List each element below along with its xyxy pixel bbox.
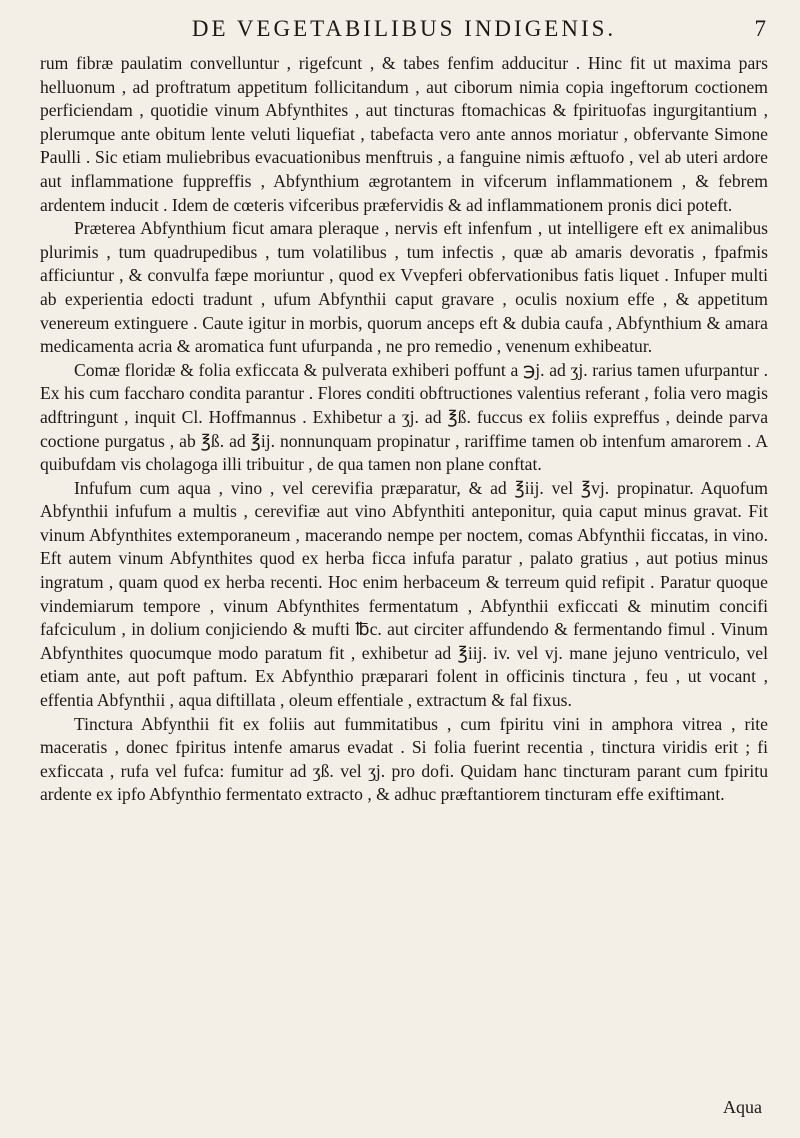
book-page xyxy=(40,14,768,1130)
body-text xyxy=(40,52,768,807)
paragraph-infusum: Infufum cum aqua , vino , vel cerevifia præparatur, & ad ℥iij. vel ℥vj. propinatur. Aquofum Abfynthii infufum a multis , cerevifiæ aut vino Abfynthiti anteponitur, quia caput minus gravat. Fit vinum Abfynthites extemporaneum , macerando nempe per noctem, comas Abfynthii ficcatas, in vino. Eft autem vinum Abfynthites quod ex herba ficca infufa paratur , palato gratius , aut potius minus ingratum , quam quod ex herba recenti. Hoc enim herbaceum & terreum quid refipit . Paratur quoque vindemiarum tempore , vinum Abfynthites fermentatum , Abfynthii exficcati & minutim concifi fafciculum , in dolium conjiciendo & mufti ℔c. aut circiter affundendo & fermentando fimul . Vinum Abfynthites quocumque modo paratum fit , exhibetur ad ℥iij. iv. vel vj. mane jejuno ventriculo, vel etiam ante, aut poft paftum. Ex Abfynthio præparari folent in officinis tinctura , feu , ut vocant , effentia Abfynthii , aqua diftillata , oleum effentiale , extractum & fal fixus. xyxy=(40,477,768,711)
paragraph-tinctura: Tinctura Abfynthii fit ex foliis aut fummitatibus , cum fpiritu vini in amphora vitrea , rite maceratis , donec fpiritus intenfe amarus evadat . Si folia fuerint recentia , tinctura viridis erit ; fi exficcata , rufa vel fufca: fumitur ad ʒß. vel ʒj. pro dofi. Quidam hanc tincturam parant cum fpiritu ardente ex ipfo Abfynthio fermentato extracto , & adhuc præftantiorem tincturam effe exiftimant. xyxy=(40,713,768,805)
paragraph-comae: Comæ floridæ & folia exficcata & pulverata exhiberi poffunt a ℈j. ad ʒj. rarius tamen ufurpantur . Ex his cum faccharo condita parantur . Flores conditi obftructiones valentius referant , folia vero magis adftringunt , inquit Cl. Hoffmannus . Exhibetur a ʒj. ad ℥ß. fuccus ex foliis expreffus , deinde parva coctione purgatus , ab ℥ß. ad ℥ij. nonnunquam propinatur , rariffime tamen ob intenfum amarorem . A quibufdam vis cholagoga illi tribuitur , de qua tamen non plane conftat. xyxy=(40,359,768,475)
running-head xyxy=(40,14,768,44)
running-title: DE VEGETABILIBUS INDIGENIS. xyxy=(191,16,617,41)
page-number: 7 xyxy=(754,16,766,41)
catchword: Aqua xyxy=(723,1097,762,1117)
paragraph-fibrae: rum fibræ paulatim convelluntur , rigefcunt , & tabes fenfim adducitur . Hinc fit ut maxima pars helluonum , ad proftratum appetitum follicitandum , aut ciborum nimia copia ingeftorum coctionem perficiendam , quotidie vinum Abfynthites , aut tincturas ftomachicas & fpirituofas ingurgitantium , plerumque ante obitum lente veluti liquefiat , tabefacta vero ante annos moriatur , obfervante Simone Paulli . Sic etiam muliebribus evacuationibus menftruis , a fanguine nimis æftuofo , vel ab uteri ardore aut inflammatione fuppreffis , Abfynthium ægrotantem in vifcerum inflammationem , & febrem ardentem inducit . Idem de cœteris vifceribus præfervidis & ad inflammationem pronis dici poteft. xyxy=(40,53,768,215)
paragraph-praeterea: Præterea Abfynthium ficut amara pleraque , nervis eft infenfum , ut intelligere eft ex animalibus plurimis , tum quadrupedibus , tum volatilibus , tum infectis , quæ ab amaris devoratis , fpafmis afficiuntur , & convulfa fæpe moriuntur , quod ex Vvepferi obfervationibus fatis liquet . Infuper multi ab experientia edocti tradunt , ufum Abfynthii caput gravare , oculis noxium effe , & appetitum venereum extinguere . Caute igitur in morbis, quorum anceps eft & dubia caufa , Abfynthium & amara medicamenta acria & aromatica funt ufurpanda , ne pro remedio , venenum exhibeatur. xyxy=(40,218,768,357)
